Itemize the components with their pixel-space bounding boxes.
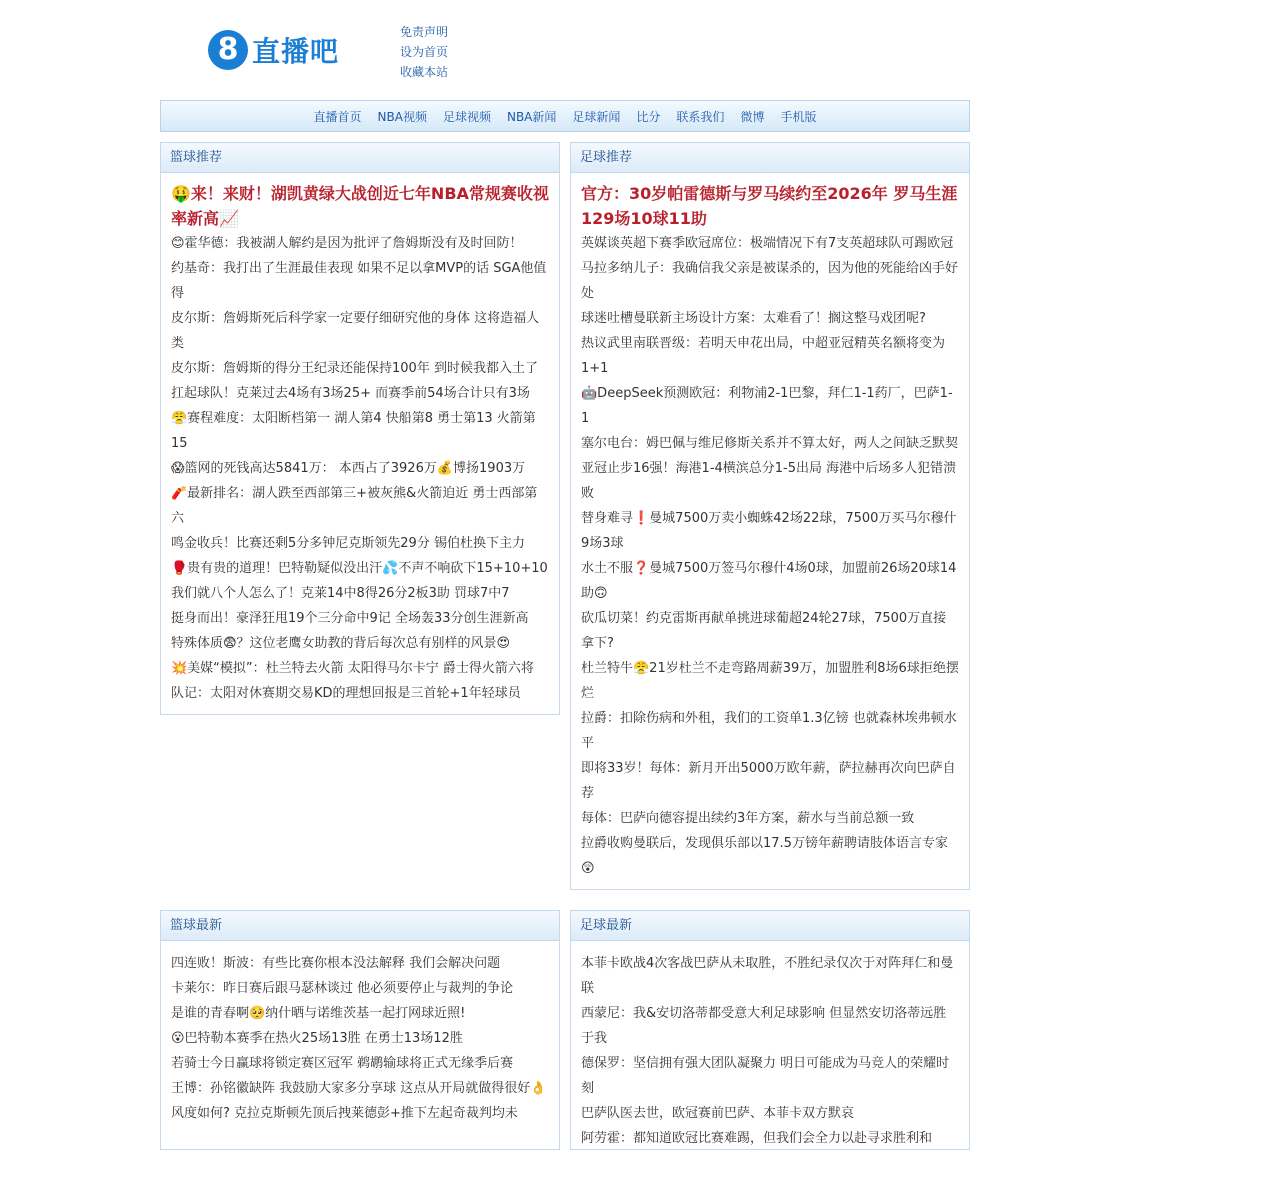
latest-row: [160, 910, 970, 1150]
news-link[interactable]: 西蒙尼：我&安切洛蒂都受意大利足球影响 但显然安切洛蒂远胜于我: [581, 1006, 947, 1046]
football-latest-panel: [570, 910, 970, 1150]
news-link[interactable]: 😊霍华德：我被湖人解约是因为批评了詹姆斯没有及时回防！: [171, 236, 523, 251]
panel-body: [161, 941, 559, 1134]
nav-nba-video[interactable]: NBA视频: [377, 109, 427, 124]
football-recommend-panel: [570, 142, 970, 890]
news-link[interactable]: 是谁的青春啊🥺纳什晒与诺维茨基一起打网球近照!: [171, 1006, 466, 1021]
main-nav: [160, 100, 970, 132]
nav-scores[interactable]: 比分: [636, 109, 661, 124]
news-link[interactable]: 王博：孙铭徽缺阵 我鼓励大家多分享球 这点从开局就做得很好👌: [171, 1081, 547, 1096]
panel-title: 篮球推荐: [161, 143, 559, 173]
news-link[interactable]: 队记：太阳对休赛期交易KD的理想回报是三首轮+1年轻球员: [171, 686, 521, 701]
panel-title: 篮球最新: [161, 911, 559, 941]
news-link[interactable]: 💥美媒“模拟”：杜兰特去火箭 太阳得马尔卡宁 爵士得火箭六将: [171, 661, 534, 676]
news-link[interactable]: 🥊贵有贵的道理！巴特勒疑似没出汗💦不声不响砍下15+10+10: [171, 561, 548, 576]
news-link[interactable]: 鸣金收兵！比赛还剩5分多钟尼克斯领先29分 锡伯杜换下主力: [171, 536, 525, 551]
logo-mark: 8: [208, 30, 248, 70]
headline-link[interactable]: 🤑来！来财！湖凯黄绿大战创近七年NBA常规赛收视率新高📈: [171, 184, 549, 228]
nav-live-home[interactable]: 直播首页: [313, 109, 362, 124]
panel-title: 足球最新: [571, 911, 969, 941]
news-link[interactable]: 皮尔斯：詹姆斯死后科学家一定要仔细研究他的身体 这将造福人类: [171, 311, 540, 351]
news-link[interactable]: 砍瓜切菜！约克雷斯再献单挑进球葡超24轮27球，7500万直接拿下?: [581, 611, 947, 651]
news-link[interactable]: 卡莱尔：昨日赛后跟马瑟林谈过 他必须要停止与裁判的争论: [171, 981, 514, 996]
news-link[interactable]: 😮巴特勒本赛季在热火25场13胜 在勇士13场12胜: [171, 1031, 463, 1046]
news-link[interactable]: 每体：巴萨向德容提出续约3年方案，薪水与当前总额一致: [581, 811, 915, 826]
news-link[interactable]: 约基奇：我打出了生涯最佳表现 如果不足以拿MVP的话 SGA他值得: [171, 261, 547, 301]
news-link[interactable]: 巴萨队医去世，欧冠赛前巴萨、本菲卡双方默哀: [581, 1106, 855, 1121]
news-link[interactable]: 挺身而出！豪泽狂甩19个三分命中9记 全场轰33分创生涯新高: [171, 611, 529, 626]
news-link[interactable]: 拉爵收购曼联后，发现俱乐部以17.5万镑年薪聘请肢体语言专家😲: [581, 836, 948, 876]
news-link[interactable]: 皮尔斯：詹姆斯的得分王纪录还能保持100年 到时候我都入土了: [171, 361, 538, 376]
news-link[interactable]: 即将33岁！每体：新月开出5000万欧年薪，萨拉赫再次向巴萨自荐: [581, 761, 956, 801]
header: [160, 0, 970, 100]
news-link[interactable]: 马拉多纳儿子：我确信我父亲是被谋杀的，因为他的死能给凶手好处: [581, 261, 959, 301]
panel-body: [571, 173, 969, 889]
bookmark-link[interactable]: 收藏本站: [400, 65, 449, 79]
news-link[interactable]: 风度如何? 克拉克斯顿先顶后拽莱德彭+推下左起奇裁判均未: [171, 1106, 518, 1121]
news-link[interactable]: 本菲卡欧战4次客战巴萨从未取胜，不胜纪录仅次于对阵拜仁和曼联: [581, 956, 954, 996]
news-link[interactable]: 四连败！斯波：有些比赛你根本没法解释 我们会解决问题: [171, 956, 501, 971]
disclaimer-link[interactable]: 免责声明: [400, 25, 449, 39]
basketball-recommend-panel: [160, 142, 560, 715]
panel-body: [571, 941, 969, 1150]
recommend-row: [160, 142, 970, 890]
news-link[interactable]: 杜兰特牛😤21岁杜兰不走弯路周薪39万，加盟胜利8场6球拒绝摆烂: [581, 661, 959, 701]
news-link[interactable]: 拉爵：扣除伤病和外租，我们的工资单1.3亿镑 也就森林埃弗顿水平: [581, 711, 957, 751]
news-link[interactable]: 😤赛程难度：太阳断档第一 湖人第4 快船第8 勇士第13 火箭第15: [171, 411, 536, 451]
news-link[interactable]: 阿劳霍：都知道欧冠比赛难踢，但我们会全力以赴寻求胜利和: [581, 1131, 933, 1146]
nav-weibo[interactable]: 微博: [740, 109, 765, 124]
set-homepage-link[interactable]: 设为首页: [400, 45, 449, 59]
logo-text: 直播吧: [252, 35, 340, 68]
news-link[interactable]: 英媒谈英超下赛季欧冠席位：极端情况下有7支英超球队可踢欧冠: [581, 236, 954, 251]
news-link[interactable]: 😱篮网的死钱高达5841万： 本西占了3926万💰博扬1903万: [171, 461, 526, 476]
news-link[interactable]: 若骑士今日赢球将锁定赛区冠军 鹈鹕输球将正式无缘季后赛: [171, 1056, 514, 1071]
nav-mobile[interactable]: 手机版: [780, 109, 817, 124]
page: [160, 0, 970, 1150]
news-link[interactable]: 我们就八个人怎么了！克莱14中8得26分2板3助 罚球7中7: [171, 586, 510, 601]
site-logo[interactable]: [208, 28, 339, 72]
header-links: [400, 22, 448, 82]
basketball-latest-panel: [160, 910, 560, 1150]
nav-contact[interactable]: 联系我们: [676, 109, 725, 124]
news-link[interactable]: 塞尔电台：姆巴佩与维尼修斯关系并不算太好，两人之间缺乏默契: [581, 436, 959, 451]
news-link[interactable]: 亚冠止步16强！海港1-4横滨总分1-5出局 海港中后场多人犯错溃败: [581, 461, 957, 501]
nav-football-news[interactable]: 足球新闻: [572, 109, 621, 124]
news-link[interactable]: 替身难寻❗曼城7500万卖小蜘蛛42场22球，7500万买马尔穆什9场3球: [581, 511, 957, 551]
news-link[interactable]: 德保罗：坚信拥有强大团队凝聚力 明日可能成为马竞人的荣耀时刻: [581, 1056, 950, 1096]
news-link[interactable]: 🤖DeepSeek预测欧冠：利物浦2-1巴黎，拜仁1-1药厂，巴萨1-1: [581, 386, 953, 426]
nav-nba-news[interactable]: NBA新闻: [506, 109, 557, 124]
news-link[interactable]: 热议武里南联晋级：若明天申花出局，中超亚冠精英名额将变为1+1: [581, 336, 946, 376]
nav-football-video[interactable]: 足球视频: [442, 109, 491, 124]
panel-body: [161, 173, 559, 714]
headline-link[interactable]: 官方：30岁帕雷德斯与罗马续约至2026年 罗马生涯129场10球11助: [581, 184, 958, 228]
news-link[interactable]: 🧨最新排名：湖人跌至西部第三+被灰熊&火箭迫近 勇士西部第六: [171, 486, 538, 526]
news-link[interactable]: 水土不服❓曼城7500万签马尔穆什4场0球，加盟前26场20球14助🙃: [581, 561, 957, 601]
news-link[interactable]: 扛起球队！克莱过去4场有3场25+ 而赛季前54场合计只有3场: [171, 386, 530, 401]
news-link[interactable]: 特殊体质😨？这位老鹰女助教的背后每次总有别样的风景😍: [171, 636, 511, 651]
panel-title: 足球推荐: [571, 143, 969, 173]
news-link[interactable]: 球迷吐槽曼联新主场设计方案：太难看了！搁这整马戏团呢?: [581, 311, 926, 326]
